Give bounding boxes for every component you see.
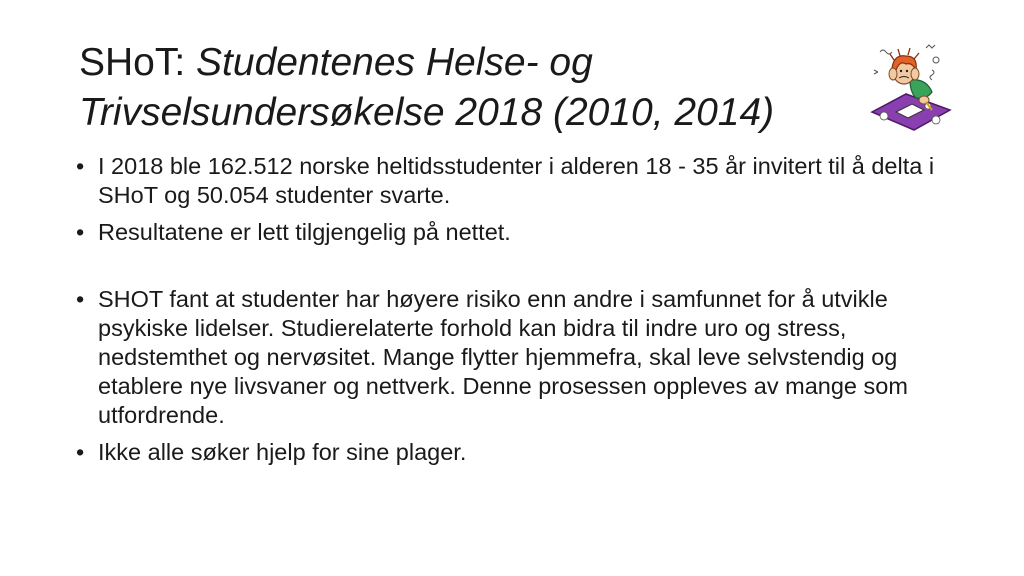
stressed-student-icon: [866, 40, 952, 132]
slide-title: [79, 38, 839, 138]
bullet-item: • Resultatene er lett tilgjengelig på nettet.: [76, 218, 946, 247]
bullet-item: • Ikke alle søker hjelp for sine plager.: [76, 438, 946, 467]
bullet-list: [76, 152, 946, 475]
title-italic-text: Studentenes Helse- og Trivselsundersøkelse 2018 (2010, 2014): [79, 41, 775, 134]
title-prefix: SHoT:: [79, 41, 197, 84]
bullet-item: • SHOT fant at studenter har høyere risiko enn andre i samfunnet for å utvikle psykiske lidelser. Studierelaterte forhold kan bidra til indre uro og stress, nedstemthet og nervøsitet. Mange flytter hjemmefra, skal leve selvstendig og etablere nye livsvaner og nettverk. Denne prosessen oppleves av mange som utfordrende.: [76, 285, 946, 430]
bullet-item: • I 2018 ble 162.512 norske heltidsstudenter i alderen 18 - 35 år invitert til å delta i SHoT og 50.054 studenter svarte.: [76, 152, 946, 210]
